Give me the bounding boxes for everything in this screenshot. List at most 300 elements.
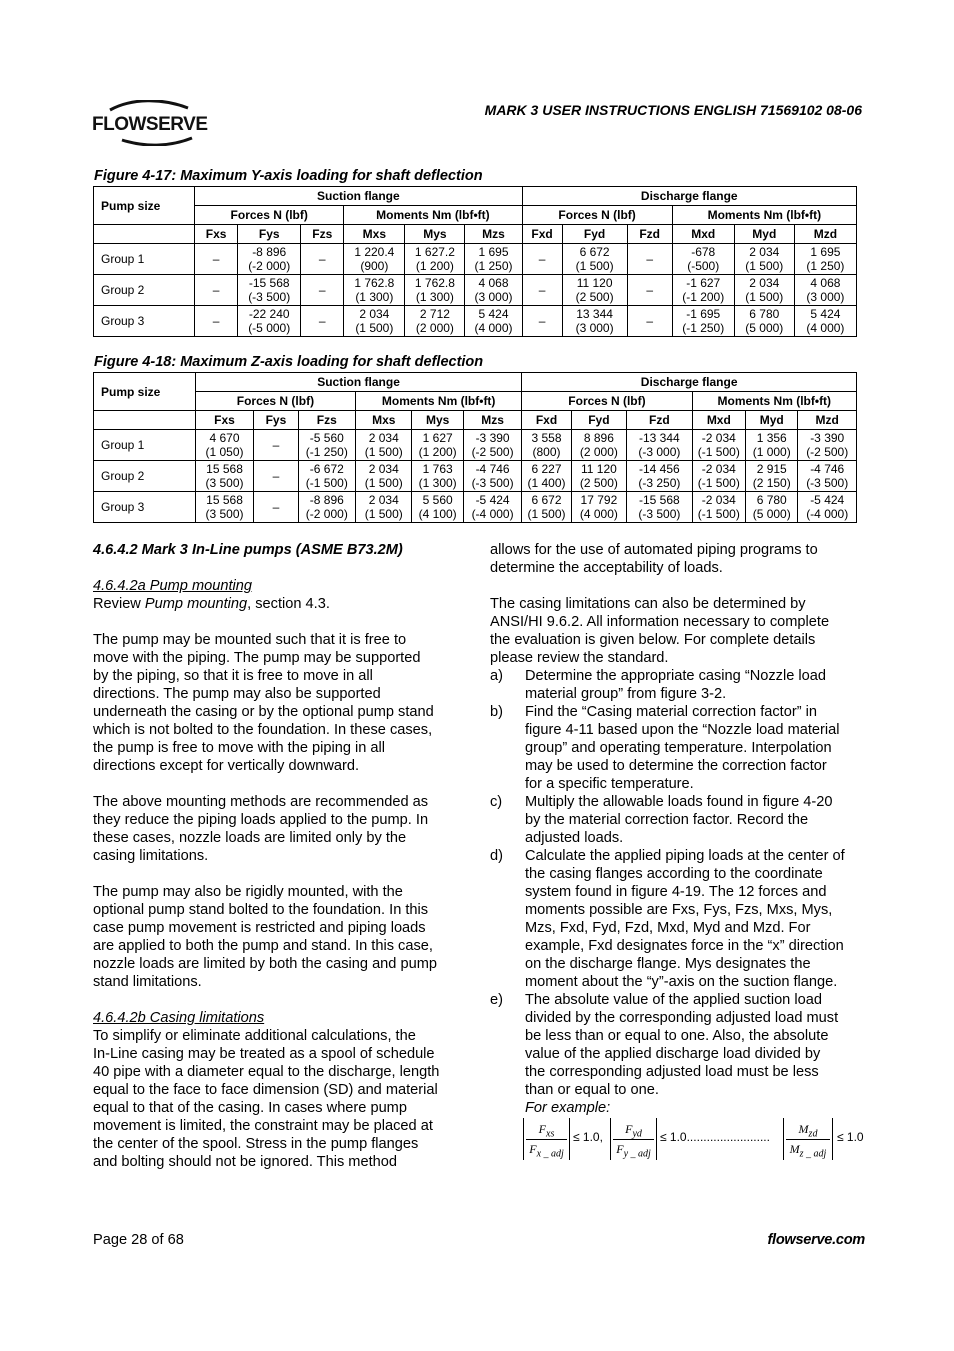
cell-value: 5 424 [478,307,509,321]
figure-17-title: Figure 4-17: Maximum Y-axis loading for shaft deflection [94,168,483,184]
cell-value: -8 896 [309,493,344,507]
header-row-1 [94,187,857,206]
cell-value: -4 746 [475,462,510,476]
cell-value: 1 627.2 [414,245,455,259]
review-line [93,595,473,613]
list-item-line: Determine the appropriate casing “Nozzle load [525,668,826,684]
table-cell [195,244,238,275]
column-header: Fys [238,225,301,244]
text-line: the pump is free to move with the piping in all [93,740,386,756]
cell-value-imperial: (-4 000) [471,507,514,521]
list-item-line: moments possible are Fxs, Fys, Fzs, Mxs, Mys, [525,902,833,918]
cell-value: -8 896 [252,245,287,259]
table-cell [301,275,344,306]
cell-value-imperial: (4 000) [806,321,845,335]
column-header: Fxd [522,225,562,244]
table-cell [412,430,463,461]
row-label: Group 3 [94,492,196,523]
table-cell [298,461,355,492]
suction-moments-header: Moments Nm (lbf•ft) [344,206,522,225]
cell-value: – [318,314,326,328]
cell-value-imperial: (1 500) [575,259,614,273]
list-item-line: by the material correction factor. Record the [525,812,809,828]
list-item [490,793,870,847]
column-header: Mzs [463,411,521,430]
cell-value: -15 568 [248,276,290,290]
table-cell [405,244,465,275]
cell-value: 2 034 [749,245,780,259]
table-cell [627,492,693,523]
table-cell [692,492,745,523]
header-row-3 [94,225,857,244]
cell-value: – [538,283,546,297]
list-item-line: Find the “Casing material correction factor” in [525,704,817,720]
column-header: Fzs [298,411,355,430]
f2-after: ≤ 1.0......................... [660,1130,770,1144]
table-cell [798,430,857,461]
right-column [490,541,870,1117]
discharge-flange-header: Discharge flange [522,187,856,206]
review-pre: Review [93,596,145,612]
cell-value-imperial: (1 250) [806,259,845,273]
text-line: the center of the spool. Stress in the pump flanges [93,1136,419,1152]
cell-value: – [646,283,653,297]
column-header: Fzd [627,411,693,430]
list-item-line: be less than or equal to one. Also, the absolute [525,1028,829,1044]
cell-value-imperial: (1 000) [752,445,791,459]
column-header: Mys [405,225,465,244]
page-number: Page 28 of 68 [93,1232,184,1248]
list-item-line: adjusted loads. [525,830,624,846]
cell-value-imperial: (1 200) [415,259,454,273]
f3-den-sub: z _ adj [799,1148,827,1160]
table-cell [522,244,562,275]
blank-header [94,225,195,244]
cell-value: 8 896 [583,431,614,445]
table-cell [238,306,301,337]
text-line: directions. The pump may also be supported [93,686,381,702]
table-cell [627,244,672,275]
suction-flange-header: Suction flange [195,187,522,206]
document-header: MARK 3 USER INSTRUCTIONS ENGLISH 71569102 08-06 [484,102,862,118]
text-line: equal to that of the casing. In cases where pump [93,1100,407,1116]
section-title: 4.6.4.2 Mark 3 In-Line pumps (ASME B73.2M) [93,542,403,558]
cell-value-imperial: (2 500) [579,476,618,490]
cell-value-imperial: (2 000) [579,445,618,459]
cell-value-imperial: (-3 500) [638,507,681,521]
list-item-label: a) [490,668,503,684]
cell-value: – [538,252,546,266]
table-cell [344,244,405,275]
f3-num: M [798,1122,809,1136]
table-cell [522,275,562,306]
table-cell [672,275,734,306]
cell-value: -5 424 [810,493,845,507]
column-header: Fzd [627,225,672,244]
cell-value: -4 746 [810,462,845,476]
cell-value: 1 762.8 [354,276,395,290]
f1-den: F [529,1142,537,1156]
row-label: Group 1 [94,430,196,461]
text-line: are applied to both the pump and stand. In this case, [93,938,433,954]
cell-value: 1 762.8 [414,276,455,290]
cell-value: -2 034 [701,431,736,445]
cell-value: -1 627 [686,276,721,290]
cell-value: 13 344 [576,307,613,321]
table-cell [344,306,405,337]
column-header: Mxd [692,411,745,430]
table-cell [571,492,626,523]
table-cell [463,461,521,492]
list-item-line: figure 4-11 based upon the “Nozzle load material [525,722,840,738]
table-cell [412,461,463,492]
text-line: these cases, nozzle loads are limited only by the [93,830,407,846]
cell-value: – [646,252,653,266]
column-header: Fxs [195,225,238,244]
cell-value-imperial: (2 500) [575,290,614,304]
table-cell [627,306,672,337]
header-row-3 [94,411,857,430]
cell-value: 1 220.4 [354,245,395,259]
figure-18-title: Figure 4-18: Maximum Z-axis loading for shaft deflection [94,354,484,370]
cell-value: 1 627 [422,431,453,445]
table-cell [465,244,522,275]
cell-value-imperial: (2 150) [752,476,791,490]
suction-forces-header: Forces N (lbf) [195,206,344,225]
discharge-flange-header: Discharge flange [522,373,857,392]
cell-value-imperial: (-500) [687,259,720,273]
cell-value-imperial: (3 000) [474,290,513,304]
text-line: casing limitations. [93,848,209,864]
cell-value: – [212,314,220,328]
row-label: Group 3 [94,306,195,337]
paragraph-3 [93,883,473,991]
cell-value-imperial: (-2 000) [248,259,291,273]
subsection-a-title: 4.6.4.2a Pump mounting [93,578,253,594]
table-cell [356,461,412,492]
table-cell [692,461,745,492]
table-cell [301,306,344,337]
list-item-line: Mzs, Fxd, Fyd, Fzd, Mxd, Myd and Mzd. For [525,920,811,936]
list-item-line: system found in figure 4-19. The 12 forces and [525,884,827,900]
pump-size-header: Pump size [94,373,196,411]
cell-value: 2 034 [368,431,399,445]
list-item [490,991,870,1099]
cell-value: – [272,469,280,483]
table-cell [405,275,465,306]
table-cell [672,306,734,337]
cell-value-imperial: (-2 500) [806,445,849,459]
column-header: Fxd [522,411,571,430]
paragraph-2 [93,793,473,865]
cell-value-imperial: (1 500) [355,321,394,335]
table-cell [798,492,857,523]
table-cell [195,492,253,523]
text-line: The casing limitations can also be determined by [490,596,806,612]
column-header: Mzs [465,225,522,244]
text-line: and bolting should not be ignored. This method [93,1154,397,1170]
cell-value-imperial: (1 500) [745,290,784,304]
cell-value: 6 227 [531,462,562,476]
table-row [94,275,857,306]
table-cell [301,244,344,275]
cell-value: -1 695 [686,307,721,321]
discharge-forces-header: Forces N (lbf) [522,206,672,225]
column-header: Mzd [798,411,857,430]
cell-value-imperial: (-1 500) [697,476,740,490]
cell-value-imperial: (3 500) [205,476,244,490]
table-cell [298,492,355,523]
text-line: ANSI/HI 9.6.2. All information necessary to complete [490,614,830,630]
text-line: the evaluation is given below. For complete details [490,632,816,648]
cell-value-imperial: (3 000) [806,290,845,304]
paragraph-4 [93,1027,473,1171]
list-item-line: example, Fxd designates force in the “x” direction [525,938,844,954]
table-cell [746,492,798,523]
table-row [94,306,857,337]
column-header: Mxs [344,225,405,244]
column-header: Fys [254,411,298,430]
table-row [94,244,857,275]
figure-17-table [93,186,857,337]
column-header: Fxs [195,411,253,430]
f2-num: F [625,1122,633,1136]
header-row-1 [94,373,857,392]
table-cell [794,275,856,306]
f1-den-sub: x _ adj [536,1148,564,1160]
list-item-line: Multiply the allowable loads found in figure 4-20 [525,794,833,810]
cell-value: 1 763 [422,462,453,476]
table-cell [522,306,562,337]
cell-value: 11 120 [580,462,617,476]
table-cell [356,430,412,461]
list-item-label: d) [490,848,503,864]
ratio-formula [523,1118,868,1160]
table-cell [562,275,627,306]
list-item-line: material group” from figure 3-2. [525,686,727,702]
table-cell [562,244,627,275]
table-cell [627,275,672,306]
cell-value: -3 390 [810,431,845,445]
list-item-line: Calculate the applied piping loads at the center of [525,848,845,864]
cell-value-imperial: (1 300) [418,476,457,490]
list-item-line: the corresponding adjusted load must be less [525,1064,819,1080]
cell-value-imperial: (-3 500) [248,290,291,304]
text-line: equal to the face to face dimension (SD) and material [93,1082,438,1098]
table-row [94,492,857,523]
cell-value: 6 780 [749,307,780,321]
list-item-label: e) [490,992,503,1008]
table-cell [746,461,798,492]
column-header: Myd [746,411,798,430]
list-item-line: value of the applied discharge load divided by [525,1046,821,1062]
table-cell [465,275,522,306]
cell-value: – [212,252,220,266]
text-line: which is not bolted to the foundation. In these cases, [93,722,433,738]
cell-value-imperial: (1 300) [415,290,454,304]
cell-value-imperial: (1 500) [364,445,403,459]
table-cell [522,430,571,461]
cell-value-imperial: (-3 000) [638,445,681,459]
text-line: by the piping, so that it is free to move in all [93,668,373,684]
cell-value-imperial: (1 500) [745,259,784,273]
table-cell [798,461,857,492]
subsection-b-title: 4.6.4.2b Casing limitations [93,1010,265,1026]
discharge-moments-header: Moments Nm (lbf•ft) [692,392,856,411]
table-cell [195,306,238,337]
header-row-2 [94,392,857,411]
table-cell [463,492,521,523]
paragraph-1 [93,631,473,775]
cell-value: -2 034 [701,462,736,476]
text-line: please review the standard. [490,650,669,666]
f3-den: M [789,1142,800,1156]
column-header: Fzs [301,225,344,244]
cell-value: 1 356 [756,431,787,445]
table-cell [298,430,355,461]
cell-value-imperial: (5 000) [745,321,784,335]
column-header: Myd [734,225,794,244]
cell-value: 4 068 [478,276,509,290]
cell-value: 1 695 [478,245,509,259]
cell-value: 5 424 [810,307,841,321]
list-item-line: may be used to determine the correction factor [525,758,827,774]
review-post: , section 4.3. [247,596,330,612]
table-cell [746,430,798,461]
cell-value: – [318,252,326,266]
table-cell [195,461,253,492]
left-column [93,541,473,1171]
table-cell [794,244,856,275]
cell-value-imperial: (3 500) [205,507,244,521]
cell-value-imperial: (-3 500) [471,476,514,490]
text-line: nozzle loads are limited by both the casing and pump [93,956,437,972]
row-label: Group 2 [94,461,196,492]
cell-value: -5 424 [475,493,510,507]
blank-header [94,411,196,430]
f3-after: ≤ 1.0 [837,1130,864,1144]
text-line: The pump may also be rigidly mounted, with the [93,884,403,900]
f1-num: F [538,1122,546,1136]
table-cell [254,492,298,523]
table-row [94,461,857,492]
cell-value: 2 034 [749,276,780,290]
cell-value-imperial: (-2 000) [305,507,348,521]
list-item-label: b) [490,704,503,720]
cell-value-imperial: (1 200) [418,445,457,459]
table-cell [734,275,794,306]
text-line: move with the piping. The pump may be supported [93,650,421,666]
list-item [490,847,870,991]
cell-value: 4 068 [810,276,841,290]
list-item-line: The absolute value of the applied suction load [525,992,822,1008]
cell-value: – [646,314,653,328]
fraction-fyd [610,1118,657,1160]
cell-value: – [272,500,280,514]
table-cell [562,306,627,337]
cell-value-imperial: (1 300) [355,290,394,304]
text-line: To simplify or eliminate additional calculations, the [93,1028,416,1044]
f2-den: F [616,1142,624,1156]
cell-value: 15 568 [206,493,243,507]
cell-value: 15 568 [206,462,243,476]
cell-value: 11 120 [576,276,613,290]
cell-value: -6 672 [309,462,344,476]
cell-value-imperial: (1 400) [527,476,566,490]
f1-num-sub: xs [546,1128,555,1140]
cell-value-imperial: (1 500) [364,476,403,490]
cell-value-imperial: (1 500) [364,507,403,521]
list-item-line: for a specific temperature. [525,776,694,792]
cell-value-imperial: (-1 500) [697,507,740,521]
table-cell [238,275,301,306]
column-header: Mxs [356,411,412,430]
table-cell [571,430,626,461]
cell-value-imperial: (-2 500) [471,445,514,459]
cell-value: 2 034 [359,307,390,321]
cell-value: 1 695 [810,245,841,259]
instruction-list [490,667,870,1099]
list-item [490,667,870,703]
cell-value-imperial: (4 100) [418,507,457,521]
table-cell [195,275,238,306]
cell-value: 2 034 [368,462,399,476]
column-header: Mxd [672,225,734,244]
cell-value-imperial: (-1 500) [697,445,740,459]
column-header: Fyd [562,225,627,244]
list-item-line: group” and operating temperature. Interpolation [525,740,832,756]
text-line: movement is limited, the constraint may be placed at [93,1118,433,1134]
cell-value: 3 558 [531,431,562,445]
table-cell [734,306,794,337]
table-cell [672,244,734,275]
cell-value-imperial: (2 000) [415,321,454,335]
list-item-line: moment about the “y”-axis on the suction flange. [525,974,838,990]
cell-value-imperial: (3 000) [575,321,614,335]
column-header: Mys [412,411,463,430]
cell-value: 2 915 [756,462,787,476]
cell-value-imperial: (-3 500) [806,476,849,490]
f2-num-sub: yd [632,1128,642,1140]
cell-value: 6 672 [579,245,610,259]
cell-value-imperial: (800) [532,445,561,459]
cell-value-imperial: (1 050) [205,445,244,459]
example-label: For example: [525,1100,611,1116]
f1-after: ≤ 1.0, [573,1130,603,1144]
table-cell [734,244,794,275]
text-line: underneath the casing or by the optional pump stand [93,704,434,720]
cell-value: 2 034 [368,493,399,507]
f3-num-sub: zd [808,1128,818,1140]
cell-value-imperial: (5 000) [752,507,791,521]
cell-value: -3 390 [475,431,510,445]
pump-size-header: Pump size [94,187,195,225]
cell-value: – [318,283,326,297]
text-line: directions except for vertically downward. [93,758,360,774]
cell-value: -5 560 [309,431,344,445]
cell-value: -2 034 [701,493,736,507]
table-cell [254,461,298,492]
cell-value-imperial: (-4 000) [806,507,849,521]
cell-value: 6 780 [756,493,787,507]
suction-flange-header: Suction flange [195,373,522,392]
table-cell [412,492,463,523]
list-item-line: divided by the corresponding adjusted load must [525,1010,839,1026]
cell-value-imperial: (-1 500) [305,476,348,490]
table-cell [522,492,571,523]
list-item-label: c) [490,794,503,810]
flowserve-logo [92,100,208,146]
